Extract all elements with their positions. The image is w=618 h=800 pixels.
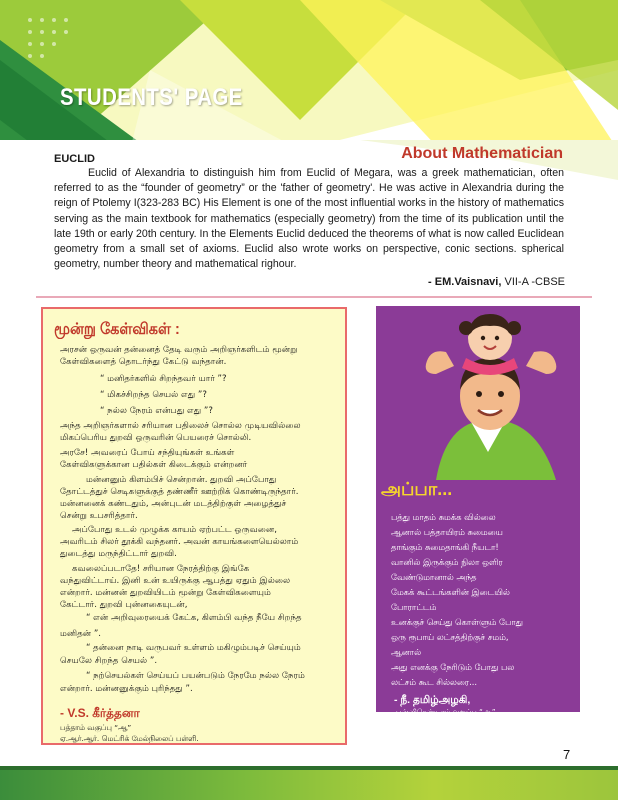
poem-author-school: ஏ.ஆர்.ஆர். மெட்ரிக் மேல்நிலைப் பள்ளி. [396,717,531,726]
poem-line: ஆனால் [391,647,422,657]
answer-line: செயலே சிறந்த செயல் ”. [60,656,158,666]
poem-title: அப்பா... [381,479,453,499]
author-name: - EM.Vaisnavi, [428,276,502,288]
footer-band [0,766,618,800]
answer-line: “ என் அறிவுரையைக் கேட்க, கிளம்பி வந்த நீயே சிறந்த [86,613,302,623]
header-banner [0,0,618,150]
poem-line: வேண்டுமானால் அந்த [391,572,477,582]
question-line: “ நல்ல நேரம் என்பது எது ”? [100,406,213,416]
story-author: - V.S. கீர்த்தனா [60,706,140,720]
story-line: கவலைப்படாதே! சரியான நேரத்திற்கு இங்கே [72,564,250,574]
poem-author-class: பன்னிரெண்டாம் வகுப்பு “ஆ” [396,707,496,716]
poem-line: ஆனால் பத்தாயிரம் சுமையை [391,527,503,537]
poem-line: பத்து மாதம் சுமக்க வில்லை [391,512,496,522]
question-line: “ மனிதர்களில் சிறந்தவர் யார் ”? [100,374,227,384]
answer-line: என்றார். மன்னனுக்கும் புரிந்தது ”. [60,684,193,694]
mathematician-name: EUCLID [54,153,95,165]
story-line: கேட்டார். துறவி புன்னகையுடன், [60,600,188,610]
author-credit [428,276,565,288]
story-line: என்றார். மன்னன் துறவியிடம் மூன்று கேள்விகளையும் [60,588,271,598]
story-author-class: பத்தாம் வகுப்பு “ஆ” [60,723,132,732]
story-line: மன்னனைக் கண்டதும், அன்புடன் மடத்திற்குள் அழைத்துச் [60,499,287,509]
poem-line: உனக்குச் செய்து கொள்ளும் போது [391,617,523,627]
story-line: தோட்டத்துச் செடிகளுக்குத் தண்ணீர் ஊற்றிக் கொண்டிருந்தார். [60,487,299,497]
answer-line: “ நற்செயல்கள் செய்யப் பயன்படும் நேரமே நல்ல நேரம் [86,671,305,681]
answer-line: மனிதன் ”. [60,629,102,639]
page-title: STUDENTS' PAGE [60,84,243,111]
answer-line: “ தன்னை நாடி வருபவர் உள்ளம் மகிழும்படிச் செய்யும் [86,643,301,653]
story-line: வந்துவிட்டாய். இனி உன் உயிருக்கு ஆபத்து ஏதும் இல்லை [60,576,291,586]
story-line: சென்று உபசரித்தார். [60,511,138,521]
poem-line: வானில் இருக்கும் நிலா ஒளிர [391,557,503,567]
story-line: மிகப்பெரிய துறவி ஒருவரின் பெயரைச் சொல்லி. [60,433,252,443]
father-daughter-illustration [406,312,576,480]
author-class: VII-A -CBSE [501,276,565,288]
poem-line: லட்சம் கூட சில்லரை... [391,677,478,687]
section-heading: About Mathematician [401,145,563,162]
euclid-paragraph: Euclid of Alexandria to distinguish him from Euclid of Megara, was a greek mathematician, often referred to as the “founder of geometry” or the 'father of geometry'. He was active in Alexandria during the reign of Ptolemy I(323-283 BC) His Element is one of the most influential works in the history of mathematics serving as the main textbook for mathematics (especially geometry) from the time of its publication until the late 19th or early 20th century. In the Elements Euclid deduced the theorems of what is now called Euclidean geometry from a small set of axioms. Euclid also wrote works on perspective, conic sections. spherical geometry, number theory and mathematical righour. [54,167,564,271]
page-number: 7 [563,747,571,762]
story-line: மன்னனும் கிளம்பிச் சென்றான். துறவி அப்போது [86,475,277,485]
poem-line: அது எனக்கு நேரிடும் போது பல [391,662,515,672]
poem-line: ஒரு ரூபாய் லட்சத்திற்குச் சமம், [391,632,509,642]
story-line: அந்த அறிஞர்களால் சரியான பதிலைச் சொல்ல முடியவில்லை [60,421,301,431]
story-line: கேள்விகளுக்கான பதில்கள் கிடைக்கும் என்றனர் [60,460,248,470]
story-line: அப்போது உடல் முழுக்க காயம் ஏற்பட்ட ஒருவனை, [72,525,277,535]
footer-stripe [0,766,618,770]
story-line: துடைத்து மருந்திட்டார் துறவி. [60,549,177,559]
story-line: அரசன் ஒருவன் தன்னைத் தேடி வரும் அறிஞர்களிடம் மூன்று [60,345,298,355]
story-line: கேள்விகளைத் தொடர்ந்து கேட்டு வந்தான். [60,357,227,367]
question-line: “ மிகச்சிறந்த செயல் எது ”? [100,390,207,400]
poem-author: - நீ. தமிழ்அழகி, [394,694,471,706]
story-line: அரசே! அவரைப் போய் சந்தியுங்கள் உங்கள் [60,448,235,458]
story-author-school: ஏ.ஆர்.ஆர். மெட்ரிக் மேல்நிலைப் பள்ளி. [60,734,199,743]
story-title: மூன்று கேள்விகள் : [54,321,180,338]
poem-line: தாங்கும் சுமைதாங்கி நீயடா! [391,542,499,552]
poem-line: போராட்டம் [391,602,437,612]
section-divider [36,296,592,298]
poem-line: மேகக் கூட்டங்களின் இடையில் [391,587,510,597]
story-line: அவரிடம் சிலர் தூக்கி வந்தனர். அவன் காயங்களையெல்லாம் [60,537,299,547]
